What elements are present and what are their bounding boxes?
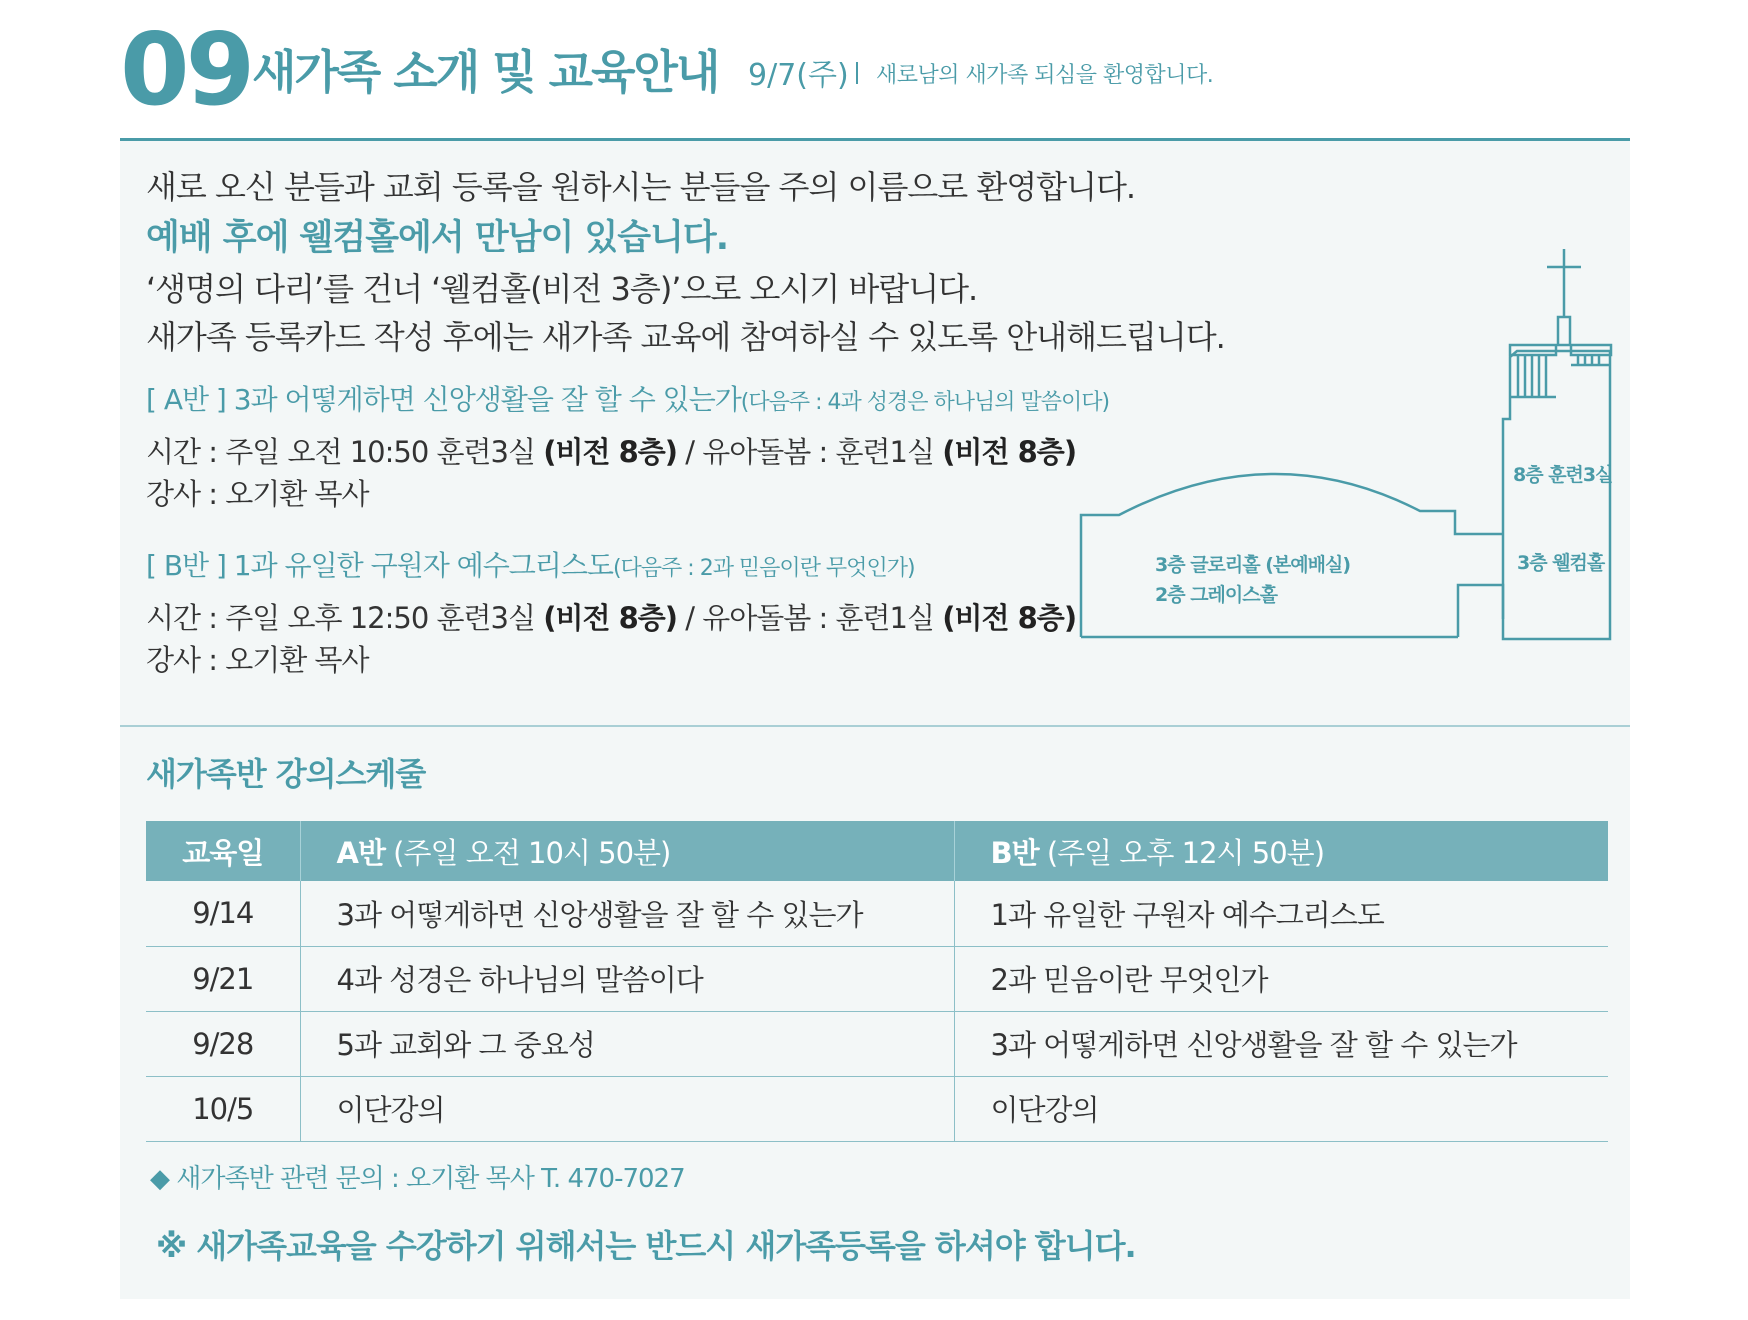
class-b-childcare-room: (비전 8층) [942, 601, 1077, 635]
schedule-title: 새가족반 강의스케줄 [146, 755, 426, 793]
class-a-block [146, 378, 1206, 515]
class-b-title [146, 544, 1206, 591]
row-class-a: 이단강의 [300, 1076, 954, 1141]
row-class-a: 4과 성경은 하나님의 말씀이다 [300, 946, 954, 1011]
header-date: 교육일 [146, 821, 300, 881]
section-divider [120, 725, 1630, 727]
section-separator [856, 62, 858, 84]
table-row [146, 1011, 1608, 1076]
class-b-time-room: (비전 8층) [543, 601, 678, 635]
class-a-time [146, 431, 1206, 473]
section-number: 09 [120, 11, 252, 128]
class-a-instructor: 강사 : 오기환 목사 [146, 477, 369, 511]
label-2f-grace: 2층 그레이스홀 [1155, 584, 1277, 606]
intro-registration: 새가족 등록카드 작성 후에는 새가족 교육에 참여하실 수 있도록 안내해드립니다. [146, 318, 1225, 356]
section-date: 9/7(주) [748, 58, 849, 93]
class-a-childcare-text: / 유아돌봄 : 훈련1실 [677, 435, 943, 469]
label-8f-training: 8층 훈련3실 [1513, 464, 1613, 486]
row-date: 9/21 [146, 946, 300, 1011]
section-header [120, 11, 1630, 128]
class-b-instructor: 강사 : 오기환 목사 [146, 643, 369, 677]
row-date: 9/14 [146, 881, 300, 946]
building-outline [1073, 249, 1613, 689]
class-b-childcare-text: / 유아돌봄 : 훈련1실 [677, 601, 943, 635]
header-class-b-name: B반 [990, 835, 1039, 870]
label-3f-welcome: 3층 웰컴홀 [1517, 552, 1605, 574]
row-class-b: 2과 믿음이란 무엇인가 [954, 946, 1608, 1011]
table-row [146, 946, 1608, 1011]
section-title: 새가족 소개 및 교육안내 [252, 45, 719, 99]
class-a-title-text: [ A반 ] 3과 어떻게하면 신앙생활을 잘 할 수 있는가 [146, 383, 741, 416]
class-b-title-text: [ B반 ] 1과 유일한 구원자 예수그리스도 [146, 549, 613, 582]
header-class-b [954, 821, 1608, 881]
table-row [146, 881, 1608, 946]
class-a-next: (다음주 : 4과 성경은 하나님의 말씀이다) [740, 390, 1110, 415]
bridge-gap [1458, 585, 1610, 639]
class-a-title [146, 378, 1206, 425]
class-b-time-text: 시간 : 주일 오후 12:50 훈련3실 [146, 601, 544, 635]
label-3f-glory: 3층 글로리홀 (본예배실) [1155, 554, 1351, 576]
header-class-a-time: (주일 오전 10시 50분) [384, 835, 671, 870]
row-class-b: 3과 어떻게하면 신앙생활을 잘 할 수 있는가 [954, 1011, 1608, 1076]
row-class-a: 3과 어떻게하면 신앙생활을 잘 할 수 있는가 [300, 881, 954, 946]
row-class-a: 5과 교회와 그 중요성 [300, 1011, 954, 1076]
header-class-a-name: A반 [336, 835, 385, 870]
contact-info: ◆ 새가족반 관련 문의 : 오기환 목사 T. 470-7027 [150, 1164, 685, 1194]
section-tagline: 새로남의 새가족 되심을 환영합니다. [876, 63, 1214, 88]
row-date: 10/5 [146, 1076, 300, 1141]
header-class-b-time: (주일 오후 12시 50분) [1038, 835, 1325, 870]
table-row [146, 1076, 1608, 1141]
intro-directions: ‘생명의 다리’를 건너 ‘웰컴홀(비전 3층)’으로 오시기 바랍니다. [146, 270, 978, 308]
class-b-time [146, 597, 1206, 639]
intro-welcome: 새로 오신 분들과 교회 등록을 원하시는 분들을 주의 이름으로 환영합니다. [146, 168, 1136, 206]
header-class-a [300, 821, 954, 881]
class-b-next: (다음주 : 2과 믿음이란 무엇인가) [612, 556, 915, 581]
class-a-time-text: 시간 : 주일 오전 10:50 훈련3실 [146, 435, 544, 469]
spire-base [1558, 317, 1570, 345]
class-b-block [146, 544, 1206, 681]
balcony-bars [1510, 355, 1611, 397]
building-diagram [1073, 249, 1613, 689]
schedule-table [146, 821, 1608, 1142]
intro-highlight: 예배 후에 웰컴홀에서 만남이 있습니다. [146, 218, 728, 258]
class-a-childcare-room: (비전 8층) [942, 435, 1077, 469]
row-date: 9/28 [146, 1011, 300, 1076]
schedule-header-row [146, 821, 1608, 881]
registration-notice: ※ 새가족교육을 수강하기 위해서는 반드시 새가족등록을 하셔야 합니다. [156, 1227, 1136, 1265]
row-class-b: 이단강의 [954, 1076, 1608, 1141]
class-a-time-room: (비전 8층) [543, 435, 678, 469]
content-panel [120, 141, 1630, 1299]
row-class-b: 1과 유일한 구원자 예수그리스도 [954, 881, 1608, 946]
